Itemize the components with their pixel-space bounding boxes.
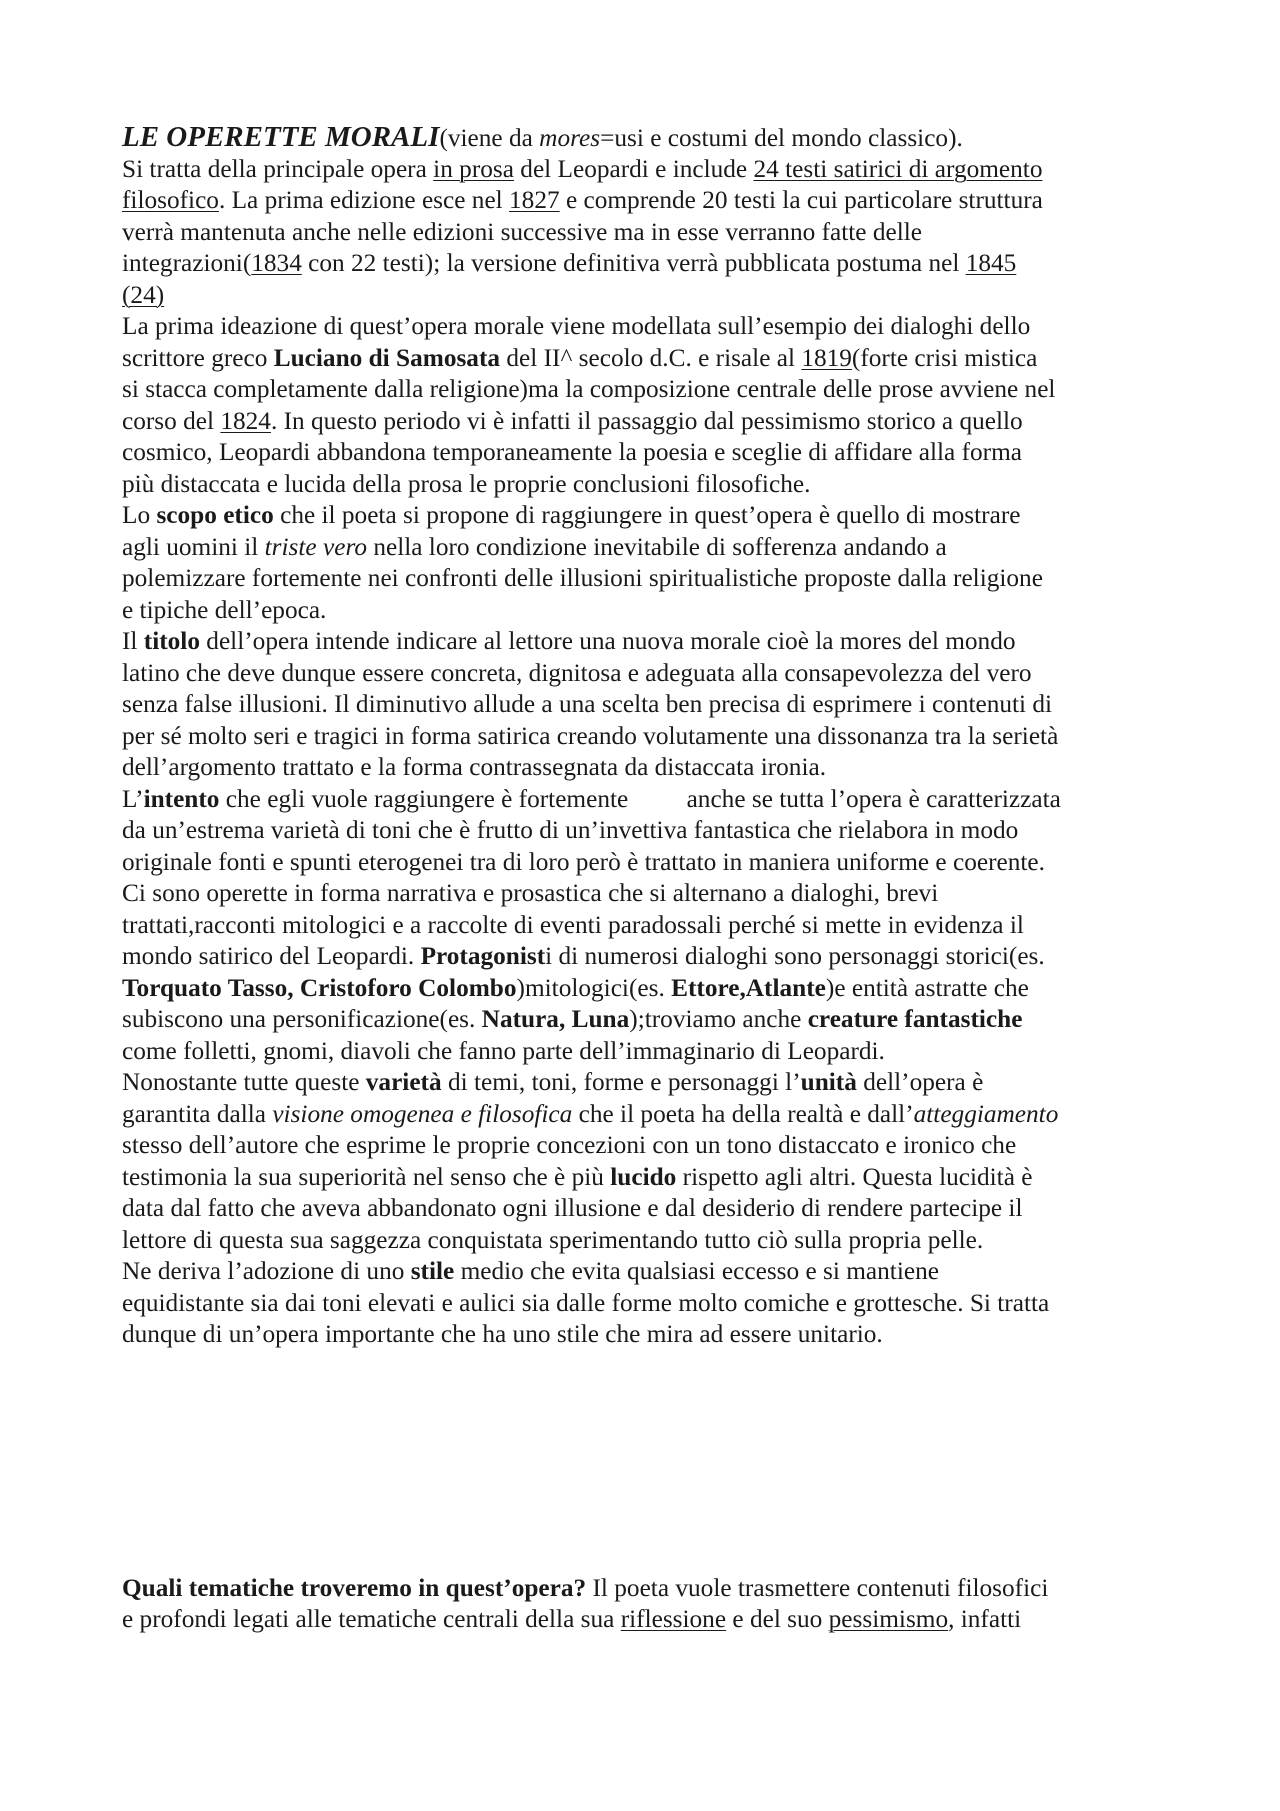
paragraph-ethical-purpose: Lo scopo etico che il poeta si propone di raggiungere in quest’opera è quello di mostrare agli uomini il triste vero nella loro condizione inevitabile di sofferenza andando a polemizzare fortemente nei confronti delle illusioni spiritualistiche proposte dalla religione e tipiche dell’epoca.: [122, 501, 1043, 624]
paragraph-title-meaning: Il titolo dell’opera intende indicare al lettore una nuova morale cioè la mores del mondo latino che deve dunque essere concreta, dignitosa e adeguata alla consapevolezza del vero senza false illusioni. Il diminutivo allude a una scelta ben precisa di esprimere i contenuti di per sé molto seri e tragici in forma satirica creando volutamente una dissonanza tra la serietà dell’argomento trattato e la forma contrassegnata da distaccata ironia.: [122, 627, 1059, 781]
paragraph-style: Ne deriva l’adozione di uno stile medio che evita qualsiasi eccesso e si mantiene equidistante sia dai toni elevati e aulici sia dalle forme molto comiche e grottesche. Si tratta dunque di un’opera importante che ha uno stile che mira ad essere unitario.: [122, 1257, 1050, 1348]
paragraph-unity: Nonostante tutte queste varietà di temi, toni, forme e personaggi l’unità dell’opera è garantita dalla visione omogenea e filosofica che il poeta ha della realtà e dall’atteggiamento stesso dell’autore che esprime le proprie concezioni con un tono distaccato e ironico che testimonia la sua superiorità nel senso che è più lucido rispetto agli altri. Questa lucidità è data dal fatto che aveva abbandonato ogni illusione e dal desiderio di rendere partecipe il lettore di questa sua saggezza conquistata sperimentando tutto ciò sulla propria pelle.: [122, 1068, 1059, 1254]
themes-question: Quali tematiche troveremo in quest’opera?: [122, 1573, 587, 1602]
document-page: [122, 122, 1172, 1636]
blank-space: [122, 1351, 1172, 1573]
paragraph-intent: L’intento che egli vuole raggiungere è fortemente anche se tutta l’opera è caratterizzata da un’estrema varietà di toni che è frutto di un’invettiva fantastica che rielabora in modo originale fonti e spunti eterogenei tra di loro però è trattato in maniera uniforme e coerente. Ci sono operette in forma narrativa e prosastica che si alternano a dialoghi, brevi trattati,racconti mitologici e a raccolte di eventi paradossali perché si mette in evidenza il mondo satirico del Leopardi. Protagonisti di numerosi dialoghi sono personaggi storici(es. Torquato Tasso, Cristoforo Colombo)mitologici(es. Ettore,Atlante)e entità astratte che subiscono una personificazione(es. Natura, Luna);troviamo anche creature fantastiche come folletti, gnomi, diavoli che fanno parte dell’immaginario di Leopardi.: [122, 784, 1061, 1065]
paragraph-themes: Quali tematiche troveremo in quest’opera? Il poeta vuole trasmettere contenuti filosofici e profondi legati alle tematiche centrali della sua riflessione e del suo pessimismo, infatti: [122, 1573, 1049, 1633]
paragraph-ideation: La prima ideazione di quest’opera morale viene modellata sull’esempio dei dialoghi dello scrittore greco Luciano di Samosata del II^ secolo d.C. e risale al 1819(forte crisi mistica si stacca completamente dalla religione)ma la composizione centrale delle prose avviene nel corso del 1824. In questo periodo vi è infatti il passaggio dal pessimismo storico a quello cosmico, Leopardi abbandona temporaneamente la poesia e sceglie di affidare alla forma più distaccata e lucida della prosa le proprie conclusioni filosofiche.: [122, 312, 1056, 498]
document-title: LE OPERETTE MORALI: [122, 121, 440, 153]
paragraph-intro: Si tratta della principale opera in prosa del Leopardi e include 24 testi satirici di argomento filosofico. La prima edizione esce nel 1827 e comprende 20 testi la cui particolare struttura verrà mantenuta anche nelle edizioni successive ma in esse verranno fatte delle integrazioni(1834 con 22 testi); la versione definitiva verrà pubblicata postuma nel 1845 (24): [122, 154, 1043, 309]
heading-line: LE OPERETTE MORALI(viene da mores=usi e costumi del mondo classico).: [122, 121, 963, 153]
